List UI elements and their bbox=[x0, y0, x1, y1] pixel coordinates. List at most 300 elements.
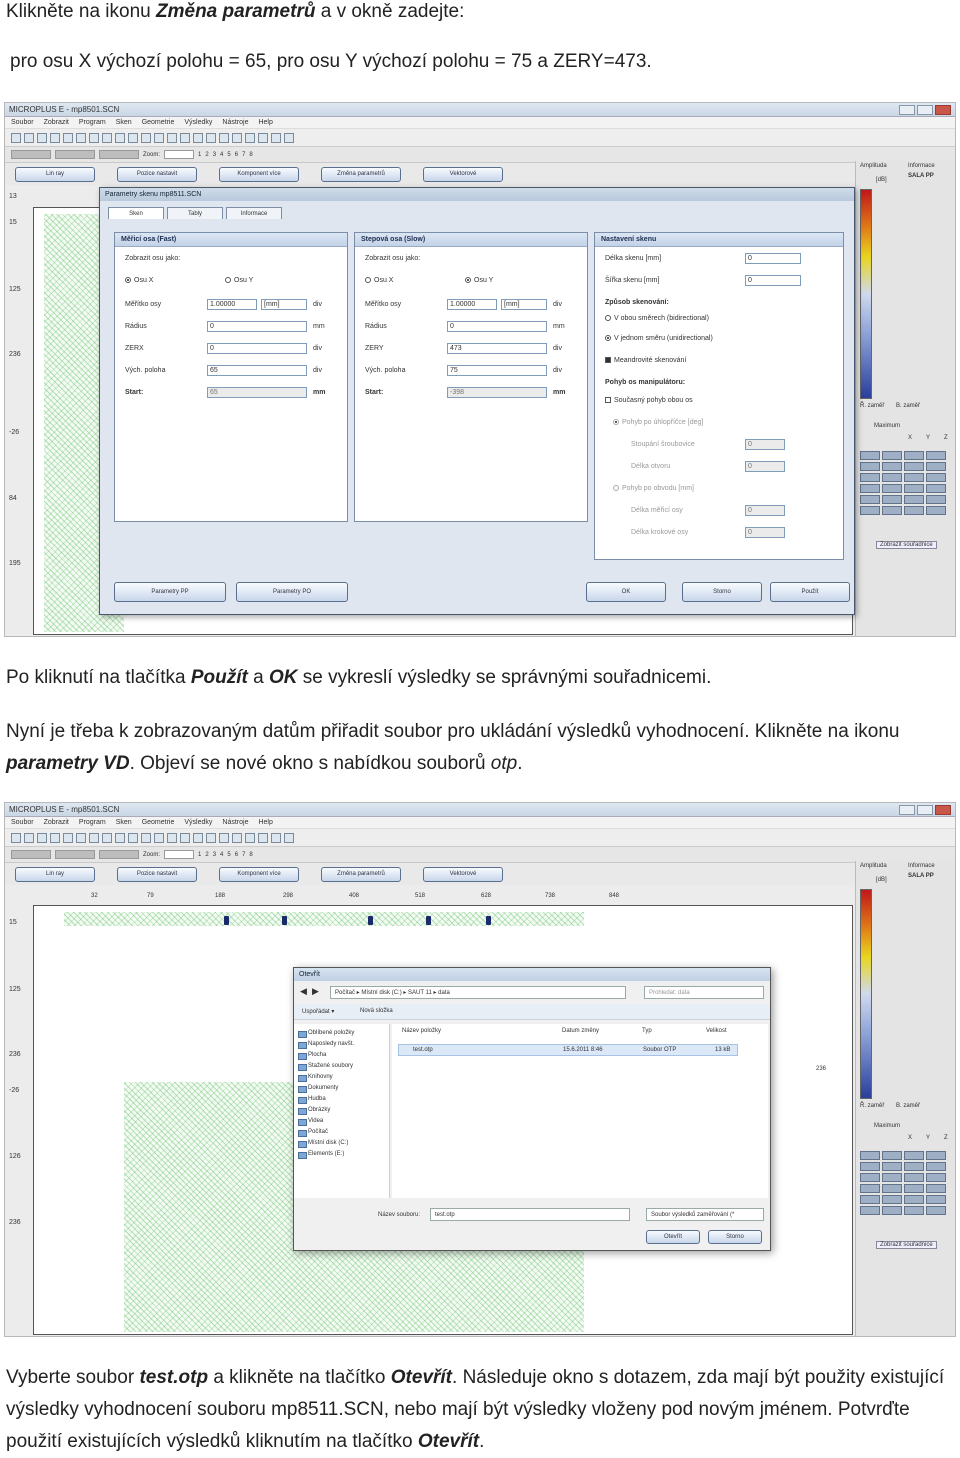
tool-icon[interactable] bbox=[284, 833, 294, 843]
zoom-label: Zoom: bbox=[143, 151, 161, 158]
unit-label: mm bbox=[553, 323, 565, 330]
print-icon[interactable] bbox=[37, 833, 47, 843]
parameter-bar bbox=[5, 147, 955, 163]
channel-4[interactable]: 4 bbox=[220, 851, 224, 858]
grid-cell[interactable] bbox=[860, 451, 880, 460]
tool-icon[interactable] bbox=[258, 133, 268, 143]
grid-cell[interactable] bbox=[904, 506, 924, 515]
channel-3[interactable]: 3 bbox=[212, 151, 217, 158]
unit-label: div bbox=[553, 367, 562, 374]
radius-label: Rádius bbox=[365, 323, 387, 330]
tool-icon[interactable] bbox=[219, 133, 229, 143]
tool-icon[interactable] bbox=[167, 133, 177, 143]
radio-diagonal: Pohyb po úhlopříčce [deg] bbox=[613, 419, 703, 426]
scale-input[interactable]: 1.00000 bbox=[447, 299, 497, 310]
axis-z-label: Z bbox=[944, 1135, 948, 1141]
menu-program[interactable]: Program bbox=[78, 819, 106, 826]
tool-icon[interactable] bbox=[232, 833, 242, 843]
step-length-label: Délka krokové osy bbox=[631, 529, 689, 536]
nav-local-disk[interactable]: Místní disk (C:) bbox=[294, 1138, 389, 1149]
tool-icon[interactable] bbox=[63, 833, 73, 843]
grid-cell[interactable] bbox=[926, 462, 946, 471]
x-label: 518 bbox=[415, 893, 426, 899]
zoom-label: Zoom: bbox=[143, 851, 161, 858]
nav-elements[interactable]: Elements (E:) bbox=[294, 1149, 389, 1160]
tool-icon[interactable] bbox=[89, 833, 99, 843]
menu-zobrazit[interactable]: Zobrazit bbox=[43, 119, 69, 126]
helix-input: 0 bbox=[745, 439, 785, 450]
nav-desktop[interactable]: Plocha bbox=[294, 1050, 389, 1061]
file-size: 13 kB bbox=[715, 1047, 731, 1053]
apply-button[interactable]: Použít bbox=[770, 582, 850, 602]
amplitude-color-bar[interactable] bbox=[860, 189, 872, 399]
tool-icon[interactable] bbox=[193, 833, 203, 843]
tool-icon[interactable] bbox=[115, 133, 125, 143]
unit-select[interactable]: [mm] bbox=[501, 299, 547, 310]
start-label: Start: bbox=[365, 389, 384, 396]
tool-icon[interactable] bbox=[206, 833, 216, 843]
y-label: 15 bbox=[9, 219, 17, 226]
x-label: 298 bbox=[283, 893, 294, 899]
grid-cell[interactable] bbox=[926, 1206, 946, 1215]
screenshot-open-file bbox=[4, 802, 956, 1337]
show-coordinates-button[interactable]: Zobrazit souřadnice bbox=[876, 1241, 937, 1249]
parameter-bar bbox=[5, 847, 955, 863]
column-name[interactable]: Název položky bbox=[402, 1028, 442, 1034]
tool-icon[interactable] bbox=[115, 833, 125, 843]
grid-cell[interactable] bbox=[904, 1151, 924, 1160]
coordinate-grid bbox=[860, 1151, 946, 1215]
vector-button[interactable]: Vektorové bbox=[423, 167, 503, 182]
window-titlebar bbox=[5, 103, 955, 117]
start-position-input[interactable]: 65 bbox=[207, 365, 307, 376]
tool-icon[interactable] bbox=[128, 133, 138, 143]
channel-2[interactable]: 2 bbox=[205, 851, 209, 858]
channel-2[interactable]: 2 bbox=[205, 151, 209, 158]
grid-cell[interactable] bbox=[904, 1162, 924, 1171]
db-label: [dB] bbox=[876, 177, 887, 183]
grid-cell[interactable] bbox=[926, 473, 946, 482]
zerx-input[interactable]: 0 bbox=[207, 343, 307, 354]
grid-cell[interactable] bbox=[926, 1184, 946, 1193]
dialog-tabs bbox=[100, 201, 854, 219]
amplitude-panel bbox=[855, 861, 955, 1337]
grid-cell[interactable] bbox=[860, 1195, 880, 1204]
zery-input[interactable]: 473 bbox=[447, 343, 547, 354]
function-buttons bbox=[5, 163, 855, 185]
grid-cell[interactable] bbox=[904, 1184, 924, 1193]
radio-axis-y[interactable]: Osu Y bbox=[465, 277, 493, 284]
step-axis-panel bbox=[354, 232, 588, 522]
grid-cell[interactable] bbox=[882, 1173, 902, 1182]
amplitude-color-bar[interactable] bbox=[860, 889, 872, 1099]
radius-label: Rádius bbox=[125, 323, 147, 330]
open-icon[interactable] bbox=[11, 833, 21, 843]
nav-computer[interactable]: Počítač bbox=[294, 1127, 389, 1138]
nav-recent[interactable]: Naposledy navšt. bbox=[294, 1039, 389, 1050]
corner-label: 236 bbox=[816, 1066, 827, 1072]
grid-cell[interactable] bbox=[860, 1206, 880, 1215]
tool-icon[interactable] bbox=[63, 133, 73, 143]
grid-cell[interactable] bbox=[860, 506, 880, 515]
sala-label: SALA PP bbox=[908, 173, 934, 179]
close-icon[interactable] bbox=[935, 805, 951, 815]
tool-icon[interactable] bbox=[167, 833, 177, 843]
tool-icon[interactable] bbox=[50, 833, 60, 843]
manipulator-label: Pohyb os manipulátoru: bbox=[605, 379, 686, 386]
radio-axis-x[interactable]: Osu X bbox=[365, 277, 393, 284]
zerx-label: ZERX bbox=[125, 345, 144, 352]
grid-cell[interactable] bbox=[904, 484, 924, 493]
menu-soubor[interactable]: Soubor bbox=[11, 819, 34, 826]
grid-cell[interactable] bbox=[860, 1184, 880, 1193]
y-label: -26 bbox=[9, 429, 20, 436]
menu-geometrie[interactable]: Geometrie bbox=[141, 819, 175, 826]
position-button[interactable]: Pozice nastavit bbox=[117, 167, 197, 182]
amplitude-label: Amplituda bbox=[860, 163, 887, 169]
y-label: 15 bbox=[9, 919, 17, 926]
nav-downloads[interactable]: Stažené soubory bbox=[294, 1061, 389, 1072]
channel-6[interactable]: 6 bbox=[234, 151, 239, 158]
instruction-text-5: Vyberte soubor test.otp a klikněte na tlačítko Otevřít. Následuje okno s dotazem, zda mají být použity existující výsledky vyhodnocení souboru mp8511.SCN, nebo mají být výsledky vloženy pod novým jménem. Potvrďte použití existujících výsledků kliknutím na tlačítko Otevřít. bbox=[6, 1367, 945, 1452]
column-type[interactable]: Typ bbox=[642, 1028, 652, 1034]
open-file-dialog bbox=[293, 967, 771, 1251]
screenshot-parameters bbox=[4, 102, 956, 637]
tool-icon[interactable] bbox=[102, 833, 112, 843]
radio-bidirectional[interactable]: V obou směrech (bidirectional) bbox=[605, 315, 709, 322]
grid-cell[interactable] bbox=[882, 506, 902, 515]
grid-cell[interactable] bbox=[926, 495, 946, 504]
tool-icon[interactable] bbox=[219, 833, 229, 843]
start-value: -398 bbox=[447, 387, 547, 398]
menu-vysledky[interactable]: Výsledky bbox=[184, 119, 213, 126]
channel-4[interactable]: 4 bbox=[220, 151, 224, 158]
measure-axis-header: Měřicí osa (Fast) bbox=[115, 233, 347, 247]
defect-marker[interactable] bbox=[426, 916, 431, 925]
filename-label: Název souboru: bbox=[378, 1212, 421, 1218]
grid-cell[interactable] bbox=[904, 1173, 924, 1182]
zoom-field[interactable] bbox=[164, 150, 194, 159]
menu-sken[interactable]: Sken bbox=[115, 819, 132, 826]
menu-zobrazit[interactable]: Zobrazit bbox=[43, 819, 69, 826]
tab-zamer2[interactable]: B. zaměř bbox=[896, 1103, 921, 1109]
grid-cell[interactable] bbox=[860, 1173, 880, 1182]
new-folder-button[interactable]: Nová složka bbox=[360, 1008, 393, 1014]
tool-icon[interactable] bbox=[180, 133, 190, 143]
tab-zamer2[interactable]: B. zaměř bbox=[896, 403, 921, 409]
y-label: 126 bbox=[9, 1153, 21, 1160]
tab-sken[interactable]: Sken bbox=[108, 207, 164, 219]
y-field[interactable] bbox=[55, 150, 95, 159]
y-field[interactable] bbox=[55, 850, 95, 859]
menu-program[interactable]: Program bbox=[78, 119, 106, 126]
grid-cell[interactable] bbox=[904, 1206, 924, 1215]
save-icon[interactable] bbox=[24, 133, 34, 143]
measure-axis-panel bbox=[114, 232, 348, 522]
channel-8[interactable]: 8 bbox=[249, 851, 253, 858]
tool-icon[interactable] bbox=[284, 133, 294, 143]
menu-help[interactable]: Help bbox=[258, 119, 273, 126]
change-parameters-button[interactable]: Změna parametrů bbox=[321, 867, 401, 882]
grid-cell[interactable] bbox=[882, 495, 902, 504]
menu-bar bbox=[5, 117, 955, 129]
lin-ray-button[interactable]: Lin ray bbox=[15, 167, 95, 182]
grid-cell[interactable] bbox=[926, 1162, 946, 1171]
menu-geometrie[interactable]: Geometrie bbox=[141, 119, 175, 126]
unit-label: mm bbox=[313, 389, 326, 396]
column-date[interactable]: Datum změny bbox=[562, 1028, 600, 1034]
y-label: 236 bbox=[9, 351, 21, 358]
cancel-button[interactable]: Storno bbox=[708, 1230, 762, 1244]
start-position-input[interactable]: 75 bbox=[447, 365, 547, 376]
grid-cell[interactable] bbox=[904, 451, 924, 460]
grid-cell[interactable] bbox=[882, 1162, 902, 1171]
defect-marker[interactable] bbox=[486, 916, 491, 925]
grid-cell[interactable] bbox=[926, 1151, 946, 1160]
tool-icon[interactable] bbox=[50, 133, 60, 143]
channel-7[interactable]: 7 bbox=[242, 851, 246, 858]
grid-cell[interactable] bbox=[882, 484, 902, 493]
amplitude-panel bbox=[855, 161, 955, 637]
tool-icon[interactable] bbox=[76, 133, 86, 143]
params-po-button[interactable]: Parametry PO bbox=[236, 582, 348, 602]
tool-icon[interactable] bbox=[180, 833, 190, 843]
unit-select[interactable]: [mm] bbox=[261, 299, 307, 310]
forward-icon[interactable]: ▶ bbox=[312, 986, 319, 996]
tool-icon[interactable] bbox=[141, 133, 151, 143]
tool-icon[interactable] bbox=[89, 133, 99, 143]
grid-cell[interactable] bbox=[926, 451, 946, 460]
step-axis-header: Stepová osa (Slow) bbox=[355, 233, 587, 247]
scan-width-input[interactable]: 0 bbox=[745, 275, 801, 286]
measure-length-input: 0 bbox=[745, 505, 785, 516]
axis-x-label: X bbox=[908, 1135, 913, 1141]
address-bar[interactable]: Počítač ▸ Místní disk (C:) ▸ SAUT 11 ▸ data bbox=[330, 986, 626, 999]
grid-cell[interactable] bbox=[882, 473, 902, 482]
tab-zamer[interactable]: Ř. zaměř bbox=[860, 1103, 885, 1109]
unit-label: div bbox=[313, 301, 322, 308]
sala-label: SALA PP bbox=[908, 873, 934, 879]
grid-cell[interactable] bbox=[904, 1195, 924, 1204]
radius-input[interactable]: 0 bbox=[207, 321, 307, 332]
grid-cell[interactable] bbox=[860, 462, 880, 471]
cancel-button[interactable]: Storno bbox=[682, 582, 762, 602]
defect-marker[interactable] bbox=[224, 916, 229, 925]
filename-input[interactable]: test.otp bbox=[430, 1208, 630, 1221]
grid-cell[interactable] bbox=[926, 506, 946, 515]
axis-z-label: Z bbox=[944, 435, 948, 441]
channel-6[interactable]: 6 bbox=[234, 851, 239, 858]
menu-bar bbox=[5, 817, 955, 829]
tool-icon[interactable] bbox=[258, 833, 268, 843]
x-label: 628 bbox=[481, 893, 492, 899]
grid-cell[interactable] bbox=[882, 1206, 902, 1215]
grid-cell[interactable] bbox=[860, 484, 880, 493]
y-label: 125 bbox=[9, 286, 21, 293]
tool-icon[interactable] bbox=[232, 133, 242, 143]
nav-music[interactable]: Hudba bbox=[294, 1094, 389, 1105]
component-button[interactable]: Komponent více bbox=[219, 867, 299, 882]
channel-5[interactable]: 5 bbox=[227, 151, 231, 158]
nav-videos[interactable]: Videa bbox=[294, 1116, 389, 1127]
nav-documents[interactable]: Dokumenty bbox=[294, 1083, 389, 1094]
helix-label: Stoupání šroubovice bbox=[631, 441, 695, 448]
x-field[interactable] bbox=[11, 150, 51, 159]
menu-nastroje[interactable]: Nástroje bbox=[222, 819, 249, 826]
grid-cell[interactable] bbox=[904, 462, 924, 471]
grid-cell[interactable] bbox=[926, 1195, 946, 1204]
tool-icon[interactable] bbox=[271, 833, 281, 843]
channel-3[interactable]: 3 bbox=[212, 851, 217, 858]
radio-axis-y[interactable]: Osu Y bbox=[225, 277, 253, 284]
grid-cell[interactable] bbox=[904, 495, 924, 504]
db-label: [dB] bbox=[876, 877, 887, 883]
file-type-select[interactable]: Soubor výsledků zaměřování (* bbox=[646, 1208, 764, 1221]
unit-label: mm bbox=[313, 323, 325, 330]
search-input[interactable]: Prohledat: data bbox=[644, 986, 764, 999]
toolbar bbox=[5, 829, 955, 847]
maximize-icon[interactable] bbox=[917, 105, 933, 115]
dialog-title: Otevřít bbox=[294, 968, 770, 981]
component-button[interactable]: Komponent více bbox=[219, 167, 299, 182]
grid-cell[interactable] bbox=[882, 451, 902, 460]
defect-marker[interactable] bbox=[368, 916, 373, 925]
radio-axis-x[interactable]: Osu X bbox=[125, 277, 153, 284]
nav-libraries[interactable]: Knihovny bbox=[294, 1072, 389, 1083]
defect-marker[interactable] bbox=[282, 916, 287, 925]
tool-icon[interactable] bbox=[128, 833, 138, 843]
tab-zamer[interactable]: Ř. zaměř bbox=[860, 403, 885, 409]
tool-icon[interactable] bbox=[141, 833, 151, 843]
grid-cell[interactable] bbox=[926, 1173, 946, 1182]
print-icon[interactable] bbox=[37, 133, 47, 143]
menu-help[interactable]: Help bbox=[258, 819, 273, 826]
z-field[interactable] bbox=[99, 850, 139, 859]
x-label: 408 bbox=[349, 893, 360, 899]
scan-settings-header: Nastavení skenu bbox=[595, 233, 843, 247]
params-pp-button[interactable]: Parametry PP bbox=[114, 582, 226, 602]
grid-cell[interactable] bbox=[860, 495, 880, 504]
tool-icon[interactable] bbox=[245, 833, 255, 843]
tool-icon[interactable] bbox=[102, 133, 112, 143]
grid-cell[interactable] bbox=[926, 484, 946, 493]
unit-label: div bbox=[553, 345, 562, 352]
show-coordinates-button[interactable]: Zobrazit souřadnice bbox=[876, 541, 937, 549]
coordinate-grid bbox=[860, 451, 946, 515]
window-title: MICROPLUS E - mp8501.SCN bbox=[9, 105, 120, 114]
channel-7[interactable]: 7 bbox=[242, 151, 246, 158]
menu-nastroje[interactable]: Nástroje bbox=[222, 119, 249, 126]
start-position-label: Vých. poloha bbox=[365, 367, 406, 374]
grid-cell[interactable] bbox=[882, 1184, 902, 1193]
tool-icon[interactable] bbox=[271, 133, 281, 143]
scan-data-top bbox=[64, 912, 584, 926]
measure-length-label: Délka měřicí osy bbox=[631, 507, 683, 514]
function-buttons bbox=[5, 863, 855, 885]
scan-length-input[interactable]: 0 bbox=[745, 253, 801, 264]
scan-method-label: Způsob skenování: bbox=[605, 299, 669, 306]
tool-icon[interactable] bbox=[154, 833, 164, 843]
checkbox-simultaneous[interactable]: Současný pohyb obou os bbox=[605, 397, 693, 404]
file-list bbox=[392, 1024, 768, 1198]
tool-icon[interactable] bbox=[206, 133, 216, 143]
channel-1[interactable]: 1 bbox=[198, 851, 202, 858]
radius-input[interactable]: 0 bbox=[447, 321, 547, 332]
x-label: 188 bbox=[215, 893, 226, 899]
ok-button[interactable]: OK bbox=[586, 582, 666, 602]
instruction-text-3: Po kliknutí na tlačítka Použít a OK se vykreslí výsledky se správnými souřadnicemi. bbox=[6, 667, 712, 688]
instruction-text-4: Nyní je třeba k zobrazovaným datům přiřadit soubor pro ukládání výsledků vyhodnocení. Klikněte na ikonu parametry VD. Objeví se nové okno s nabídkou souborů otp. bbox=[6, 721, 900, 774]
lin-ray-button[interactable]: Lin ray bbox=[15, 867, 95, 882]
info-label: Informace bbox=[908, 863, 935, 869]
grid-cell[interactable] bbox=[882, 462, 902, 471]
tab-informace[interactable]: Informace bbox=[226, 207, 282, 219]
scale-input[interactable]: 1.00000 bbox=[207, 299, 257, 310]
nav-favorites[interactable]: Oblíbené položky bbox=[294, 1028, 389, 1039]
tool-icon[interactable] bbox=[193, 133, 203, 143]
y-label: 236 bbox=[9, 1219, 21, 1226]
menu-vysledky[interactable]: Výsledky bbox=[184, 819, 213, 826]
file-row-test[interactable] bbox=[398, 1044, 738, 1056]
grid-cell[interactable] bbox=[860, 1151, 880, 1160]
change-parameters-button[interactable]: Změna parametrů bbox=[321, 167, 401, 182]
maximize-icon[interactable] bbox=[917, 805, 933, 815]
save-icon[interactable] bbox=[24, 833, 34, 843]
x-label: 32 bbox=[91, 893, 98, 899]
x-field[interactable] bbox=[11, 850, 51, 859]
open-button[interactable]: Otevřít bbox=[646, 1230, 700, 1244]
show-as-label: Zobrazit osu jako: bbox=[365, 255, 421, 262]
start-value: 65 bbox=[207, 387, 307, 398]
grid-cell[interactable] bbox=[882, 1195, 902, 1204]
vector-button[interactable]: Vektorové bbox=[423, 867, 503, 882]
z-field[interactable] bbox=[99, 150, 139, 159]
grid-cell[interactable] bbox=[860, 1162, 880, 1171]
minimize-icon[interactable] bbox=[899, 805, 915, 815]
menu-sken[interactable]: Sken bbox=[115, 119, 132, 126]
menu-soubor[interactable]: Soubor bbox=[11, 119, 34, 126]
scan-settings-panel bbox=[594, 232, 844, 560]
y-label: -26 bbox=[9, 1087, 20, 1094]
channel-1[interactable]: 1 bbox=[198, 151, 202, 158]
tool-icon[interactable] bbox=[245, 133, 255, 143]
channel-5[interactable]: 5 bbox=[227, 851, 231, 858]
step-length-input: 0 bbox=[745, 527, 785, 538]
nav-pictures[interactable]: Obrázky bbox=[294, 1105, 389, 1116]
radio-unidirectional[interactable]: V jednom směru (unidirectional) bbox=[605, 335, 713, 342]
open-icon[interactable] bbox=[11, 133, 21, 143]
channel-8[interactable]: 8 bbox=[249, 151, 253, 158]
checkbox-meander[interactable]: Meandrovité skenování bbox=[605, 357, 686, 364]
close-icon[interactable] bbox=[935, 105, 951, 115]
start-position-label: Vých. poloha bbox=[125, 367, 166, 374]
column-size[interactable]: Velikost bbox=[706, 1028, 727, 1034]
show-as-label: Zobrazit osu jako: bbox=[125, 255, 181, 262]
tab-tably[interactable]: Tably bbox=[167, 207, 223, 219]
position-button[interactable]: Pozice nastavit bbox=[117, 867, 197, 882]
hole-length-input: 0 bbox=[745, 461, 785, 472]
minimize-icon[interactable] bbox=[899, 105, 915, 115]
unit-label: div bbox=[553, 301, 562, 308]
back-icon[interactable]: ◀ bbox=[300, 986, 307, 996]
grid-cell[interactable] bbox=[860, 473, 880, 482]
organize-menu[interactable]: Uspořádat ▾ bbox=[302, 1009, 335, 1015]
tool-icon[interactable] bbox=[76, 833, 86, 843]
tool-icon[interactable] bbox=[154, 133, 164, 143]
grid-cell[interactable] bbox=[882, 1151, 902, 1160]
grid-cell[interactable] bbox=[904, 473, 924, 482]
zoom-field[interactable] bbox=[164, 850, 194, 859]
